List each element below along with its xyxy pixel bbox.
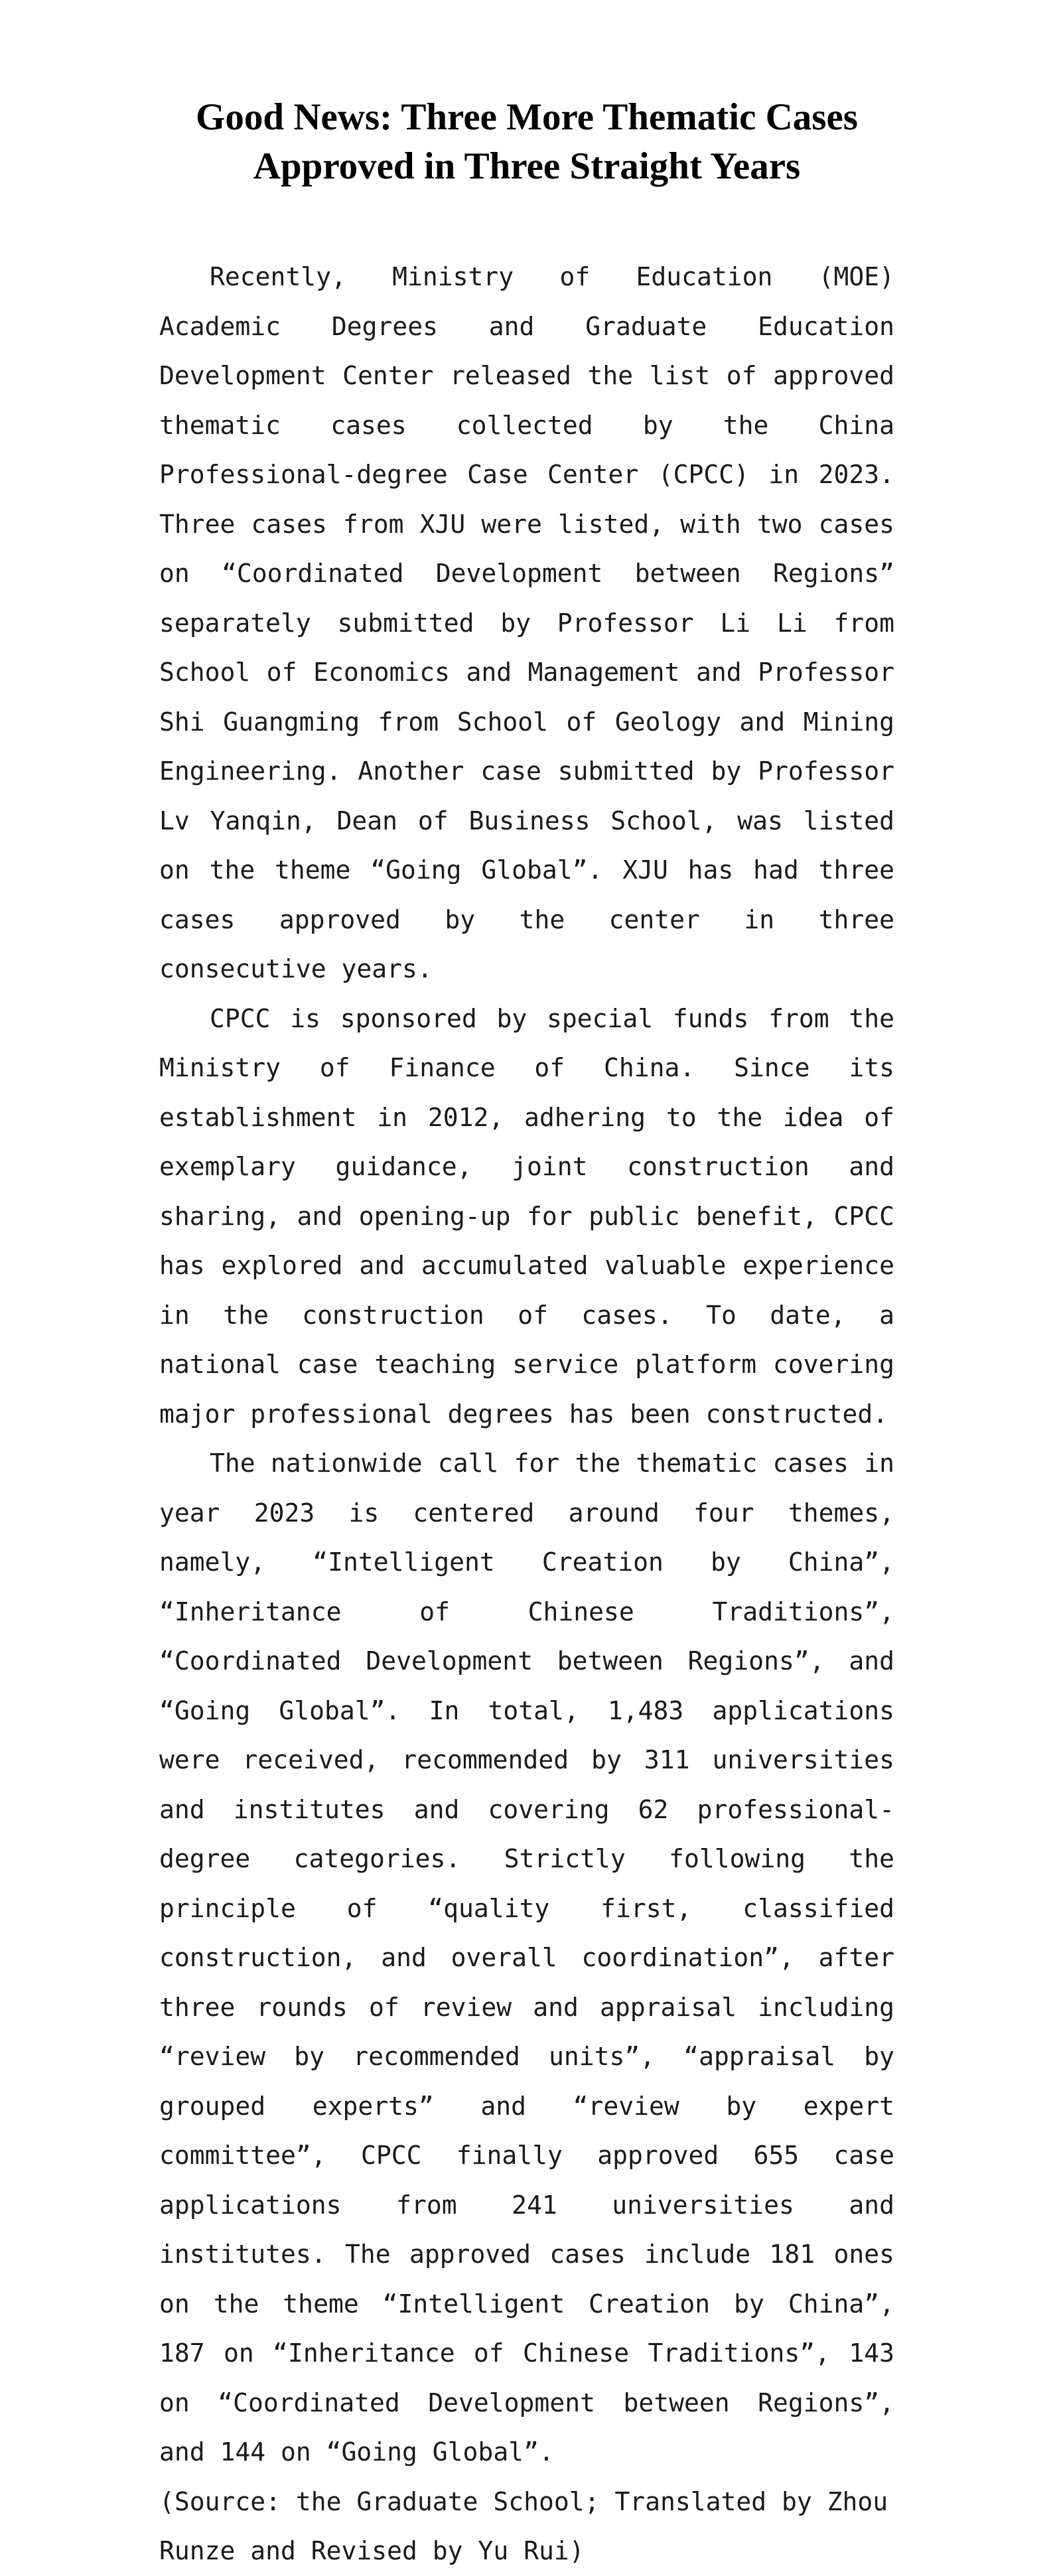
- source-credit: (Source: the Graduate School; Translated by Zhou Runze and Revised by Yu Rui): [159, 2486, 888, 2565]
- paragraph-2: CPCC is sponsored by special funds from the Ministry of Finance of China. Since its establishment in 2012, adhering to the idea of exemplary guidance, joint construction and sharing, and opening-up for public benefit, CPCC has explored and accumulated valuable experience in the construction of cases. To date, a national case teaching service platform covering major professional degrees has been constructed.: [159, 1003, 894, 1429]
- article-title-line-1: Good News: Three More Thematic Cases: [196, 96, 858, 138]
- article-title: [159, 93, 894, 191]
- article-body: [159, 252, 894, 2576]
- paragraph-3: The nationwide call for the thematic cases in year 2023 is centered around four themes, namely, “Intelligent Creation by China”, “Inheritance of Chinese Traditions”, “Coordinated Development between Regions”, and “Going Global”. In total, 1,483 applications were received, recommended by 311 universities and institutes and covering 62 professional-degree categories. Strictly following the principle of “quality first, classified construction, and overall coordination”, after three rounds of review and appraisal including “review by recommended units”, “appraisal by grouped experts” and “review by expert committee”, CPCC finally approved 655 case applications from 241 universities and institutes. The approved cases include 181 ones on the theme “Intelligent Creation by China”, 187 on “Inheritance of Chinese Traditions”, 143 on “Coordinated Development between Regions”, and 144 on “Going Global”.: [159, 1449, 894, 2467]
- paragraph-1: Recently, Ministry of Education (MOE) Academic Degrees and Graduate Education Development Center released the list of approved thematic cases collected by the China Professional-degree Case Center (CPCC) in 2023. Three cases from XJU were listed, with two cases on “Coordinated Development between Regions” separately submitted by Professor Li Li from School of Economics and Management and Professor Shi Guangming from School of Geology and Mining Engineering. Another case submitted by Professor Lv Yanqin, Dean of Business School, was listed on the theme “Going Global”. XJU has had three cases approved by the center in three consecutive years.: [159, 262, 894, 983]
- article: [159, 93, 894, 2576]
- article-title-line-2: Approved in Three Straight Years: [253, 145, 801, 187]
